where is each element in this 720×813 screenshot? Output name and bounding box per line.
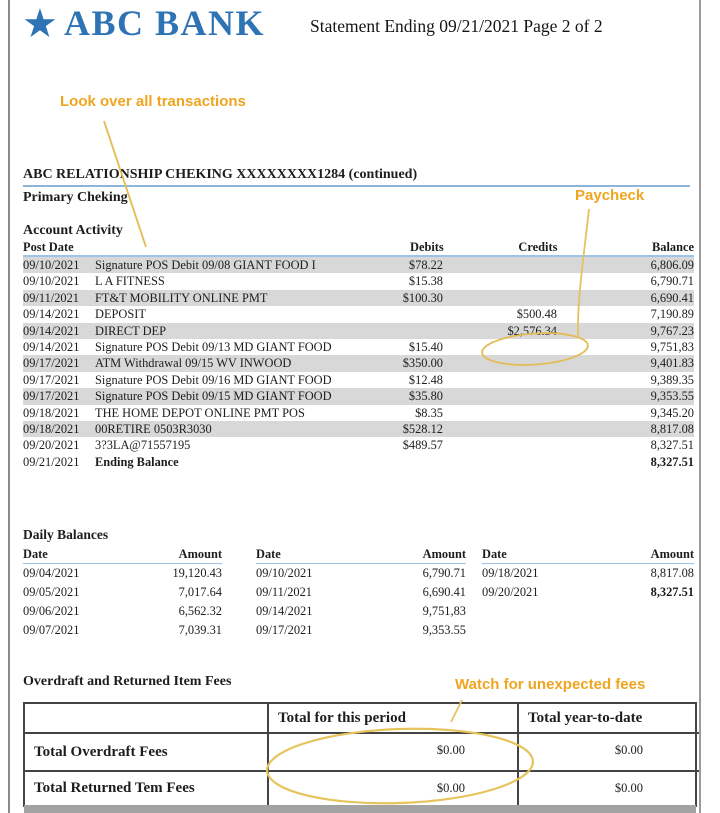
column-header-post-date: Post Date <box>23 240 74 254</box>
daily-amount-header: Amount <box>650 547 694 561</box>
transaction-row <box>23 323 694 339</box>
daily-balance-row <box>256 602 466 621</box>
transaction-row <box>23 437 694 453</box>
transaction-balance: 7,190.89 <box>650 307 694 322</box>
bank-star-icon: ★ <box>22 1 58 46</box>
daily-balance-row <box>23 602 222 621</box>
transaction-debit <box>373 454 443 470</box>
daily-date-header: Date <box>23 547 48 561</box>
transaction-date: 09/14/2021 <box>23 323 80 338</box>
daily-date-header: Date <box>256 547 281 561</box>
transaction-description: 00RETIRE 0503R3030 <box>95 421 212 436</box>
transaction-row <box>23 355 694 371</box>
transaction-balance: 8,327.51 <box>650 454 694 469</box>
transaction-row <box>23 454 694 470</box>
transaction-credit <box>443 454 557 470</box>
transaction-debit: $350.00 <box>402 356 443 371</box>
fees-row-period-value: $0.00 <box>267 772 517 805</box>
transaction-description: 3?3LA@71557195 <box>95 438 191 453</box>
transaction-description: Ending Balance <box>95 454 179 469</box>
daily-balance-amount: 7,039.31 <box>178 623 222 637</box>
account-activity-header-row <box>23 239 694 257</box>
page-left-border <box>8 0 10 813</box>
transaction-date: 09/18/2021 <box>23 405 80 420</box>
transaction-description: Signature POS Debit 09/08 GIANT FOOD I <box>95 258 316 272</box>
column-header-balance: Balance <box>652 240 694 254</box>
transaction-balance: 9,767.23 <box>650 323 694 338</box>
transaction-description: THE HOME DEPOT ONLINE PMT POS <box>95 405 305 420</box>
daily-balances-column-3 <box>482 546 694 602</box>
transaction-date: 09/11/2021 <box>23 290 79 305</box>
transaction-row <box>23 372 694 388</box>
transaction-balance: 6,806.09 <box>650 258 694 272</box>
daily-balance-date: 09/20/2021 <box>482 585 539 599</box>
daily-balance-amount: 19,120.43 <box>172 566 222 580</box>
daily-balance-date: 09/17/2021 <box>256 623 313 637</box>
column-header-debits: Debits <box>410 240 444 254</box>
transaction-credit <box>443 437 557 453</box>
transaction-date: 09/20/2021 <box>23 438 80 453</box>
daily-balances-column-2 <box>256 546 466 640</box>
daily-balance-amount: 6,562.32 <box>178 604 222 618</box>
daily-balance-row <box>23 583 222 602</box>
transaction-row <box>23 339 694 355</box>
daily-balance-row <box>23 564 222 583</box>
fees-header-period: Total for this period <box>267 704 517 734</box>
transaction-balance: 9,401.83 <box>650 356 694 371</box>
column-header-credits: Credits <box>518 240 558 254</box>
transaction-balance: 9,751,83 <box>650 339 694 354</box>
transaction-credit <box>443 257 557 273</box>
account-activity-rows <box>23 257 694 470</box>
transaction-credit <box>443 339 557 355</box>
daily-balances-header <box>23 546 222 564</box>
transaction-row <box>23 290 694 306</box>
statement-title: Statement Ending 09/21/2021 Page 2 of 2 <box>310 16 603 36</box>
page-right-border <box>699 0 701 813</box>
transaction-description: Signature POS Debit 09/13 MD GIANT FOOD <box>95 339 332 354</box>
transaction-credit <box>443 405 557 421</box>
daily-amount-header: Amount <box>422 547 466 561</box>
transaction-description: Signature POS Debit 09/15 MD GIANT FOOD <box>95 389 332 404</box>
transaction-balance: 9,389.35 <box>650 372 694 387</box>
transaction-credit <box>443 273 557 289</box>
transaction-row <box>23 421 694 437</box>
annotation-watch-fees: Watch for unexpected fees <box>455 676 646 693</box>
account-heading-rule <box>23 185 690 187</box>
transaction-description: Signature POS Debit 09/16 MD GIANT FOOD <box>95 372 332 387</box>
daily-balances-title: Daily Balances <box>23 527 109 542</box>
daily-balance-amount: 6,790.71 <box>422 566 466 580</box>
daily-date-header: Date <box>482 547 507 561</box>
annotation-paycheck: Paycheck <box>575 187 645 204</box>
daily-balance-row <box>256 583 466 602</box>
transaction-debit <box>373 306 443 322</box>
fees-row-label: Total Returned Tem Fees <box>34 780 195 796</box>
transaction-row <box>23 405 694 421</box>
daily-amount-header: Amount <box>178 547 222 561</box>
daily-balance-row <box>256 621 466 640</box>
transaction-debit: $489.57 <box>402 438 443 453</box>
transaction-debit: $528.12 <box>402 421 443 436</box>
transaction-date: 09/17/2021 <box>23 389 80 404</box>
transaction-date: 09/14/2021 <box>23 307 80 322</box>
transaction-description: FT&T MOBILITY ONLINE PMT <box>95 290 268 305</box>
transaction-debit: $12.48 <box>408 372 443 387</box>
transaction-row <box>23 306 694 322</box>
daily-balance-amount: 8,817.08 <box>650 566 694 580</box>
annotation-look-over-transactions: Look over all transactions <box>60 93 246 110</box>
daily-balance-amount: 7,017.64 <box>178 585 222 599</box>
daily-balance-amount: 9,751,83 <box>422 604 466 618</box>
transaction-balance: 9,345.20 <box>650 405 694 420</box>
transaction-credit <box>443 372 557 388</box>
fees-header-empty <box>25 704 267 734</box>
transaction-date: 09/10/2021 <box>23 258 80 272</box>
transaction-credit <box>443 421 557 437</box>
daily-balance-amount: 8,327.51 <box>650 585 694 599</box>
transaction-balance: 6,690.41 <box>650 290 694 305</box>
transaction-debit: $15.38 <box>408 274 443 289</box>
transaction-date: 09/14/2021 <box>23 339 80 354</box>
fees-header-ytd: Total year-to-date <box>517 704 699 734</box>
transaction-credit: $2,576.34 <box>507 323 557 338</box>
transaction-debit: $78.22 <box>408 258 443 272</box>
bank-name: ABC BANK <box>64 3 266 43</box>
daily-balance-row <box>482 564 694 583</box>
transaction-date: 09/10/2021 <box>23 274 80 289</box>
transaction-row <box>23 257 694 273</box>
transaction-balance: 9,353.55 <box>650 389 694 404</box>
transaction-credit <box>443 388 557 404</box>
transaction-balance: 8,327.51 <box>650 438 694 453</box>
transaction-credit: $500.48 <box>516 307 557 322</box>
next-section-bar <box>24 805 696 813</box>
transaction-debit: $8.35 <box>415 405 443 420</box>
transaction-debit <box>373 323 443 339</box>
transaction-date: 09/18/2021 <box>23 421 80 436</box>
daily-balance-date: 09/10/2021 <box>256 566 313 580</box>
daily-balance-amount: 6,690.41 <box>422 585 466 599</box>
transaction-row <box>23 273 694 289</box>
transaction-credit <box>443 355 557 371</box>
daily-balance-row <box>23 621 222 640</box>
account-subheading: Primary Cheking <box>23 190 128 205</box>
fees-row-ytd-value: $0.00 <box>517 734 699 772</box>
account-activity-table <box>23 239 694 470</box>
daily-balance-date: 09/14/2021 <box>256 604 313 618</box>
daily-balance-date: 09/11/2021 <box>256 585 312 599</box>
transaction-debit: $15.40 <box>408 339 443 354</box>
fees-row-period-value: $0.00 <box>267 734 517 772</box>
daily-balance-date: 09/18/2021 <box>482 566 539 580</box>
transaction-balance: 6,790.71 <box>650 274 694 289</box>
daily-balances-header <box>256 546 466 564</box>
transaction-date: 09/21/2021 <box>23 454 80 469</box>
transaction-description: L A FITNESS <box>95 274 165 289</box>
daily-balance-row <box>482 583 694 602</box>
transaction-date: 09/17/2021 <box>23 372 80 387</box>
daily-balance-date: 09/04/2021 <box>23 566 80 580</box>
daily-balance-date: 09/06/2021 <box>23 604 80 618</box>
transaction-credit <box>443 290 557 306</box>
fees-table <box>23 702 697 807</box>
fees-section-title: Overdraft and Returned Item Fees <box>23 674 232 689</box>
daily-balance-amount: 9,353.55 <box>422 623 466 637</box>
transaction-row <box>23 388 694 404</box>
transaction-balance: 8,817.08 <box>650 421 694 436</box>
transaction-debit: $100.30 <box>402 290 443 305</box>
transaction-debit: $35.80 <box>408 389 443 404</box>
fees-row-ytd-value: $0.00 <box>517 772 699 805</box>
transaction-date: 09/17/2021 <box>23 356 80 371</box>
daily-balance-date: 09/07/2021 <box>23 623 80 637</box>
fees-row-label: Total Overdraft Fees <box>25 734 267 772</box>
account-heading: ABC RELATIONSHIP CHEKING XXXXXXXX1284 (continued) <box>23 167 418 182</box>
daily-balances-header <box>482 546 694 564</box>
account-activity-title: Account Activity <box>23 223 123 238</box>
daily-balance-row <box>256 564 466 583</box>
transaction-description: DEPOSIT <box>95 307 146 322</box>
daily-balances-column-1 <box>23 546 222 640</box>
transaction-description: ATM Withdrawal 09/15 WV INWOOD <box>95 356 292 371</box>
daily-balance-date: 09/05/2021 <box>23 585 80 599</box>
transaction-description: DIRECT DEP <box>95 323 167 338</box>
